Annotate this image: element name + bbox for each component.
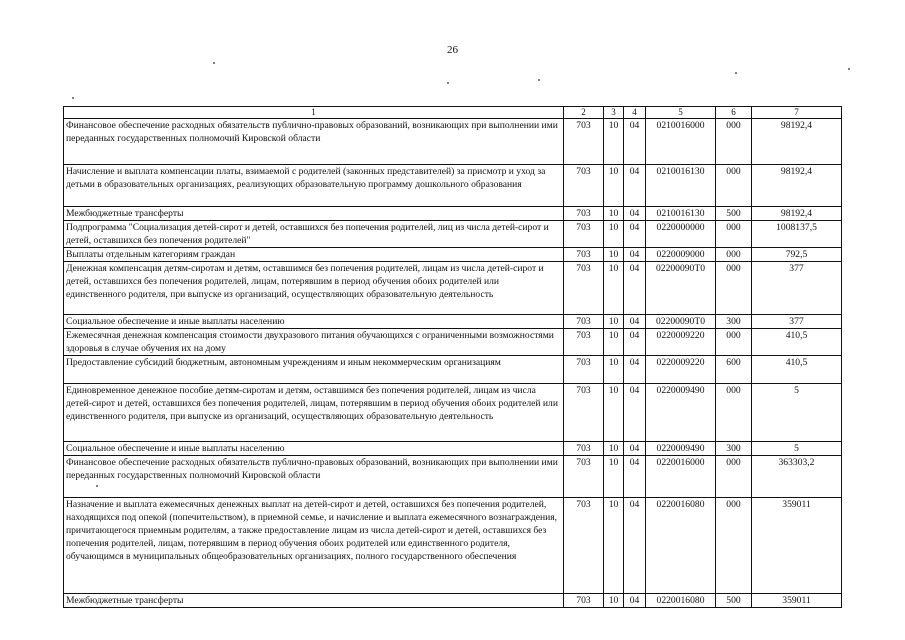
row-amount: 1008137,5 <box>752 221 842 248</box>
row-subsection: 04 <box>624 221 646 248</box>
row-subsection: 04 <box>624 594 646 608</box>
scan-speck <box>735 72 737 74</box>
row-subsection: 04 <box>624 329 646 356</box>
scan-speck <box>538 79 540 81</box>
row-expense-type: 000 <box>716 456 752 498</box>
row-grbs: 703 <box>564 456 604 498</box>
row-name: Выплаты отдельным категориям граждан <box>64 248 564 262</box>
budget-table <box>63 106 842 608</box>
header-cell-5: 5 <box>646 107 716 119</box>
row-expense-type: 500 <box>716 594 752 608</box>
row-subsection: 04 <box>624 262 646 315</box>
row-section: 10 <box>604 384 624 442</box>
scan-speck <box>96 485 98 487</box>
row-name: Межбюджетные трансферты <box>64 207 564 221</box>
row-name: Социальное обеспечение и иные выплаты населению <box>64 442 564 456</box>
row-grbs: 703 <box>564 594 604 608</box>
row-expense-type: 000 <box>716 119 752 165</box>
row-section: 10 <box>604 442 624 456</box>
row-section: 10 <box>604 456 624 498</box>
table-row <box>64 384 842 442</box>
row-amount: 792,5 <box>752 248 842 262</box>
row-name: Назначение и выплата ежемесячных денежных выплат на детей-сирот и детей, оставшихся без попечения родителей, находящихся под опекой (попечительством), в приемной семье, и начисление и выплата ежемесячного вознаграждения, причитающегося приемным родителям, а также предоставление лицам из числа детей-сирот и детей, оставшихся без попечения родителей, лицам, потерявшим в период обучения обоих родителей или единственного родителя, обучающимся в муниципальных общеобразовательных организациях, полного государственного обеспечения <box>64 498 564 594</box>
row-subsection: 04 <box>624 498 646 594</box>
row-amount: 410,5 <box>752 356 842 384</box>
row-target-article: 0220009220 <box>646 329 716 356</box>
row-name: Предоставление субсидий бюджетным, автономным учреждениям и иным некоммерческим организациям <box>64 356 564 384</box>
table-row <box>64 248 842 262</box>
row-target-article: 0220000000 <box>646 221 716 248</box>
page-number: 26 <box>447 44 458 56</box>
row-subsection: 04 <box>624 456 646 498</box>
row-section: 10 <box>604 329 624 356</box>
row-amount: 359011 <box>752 498 842 594</box>
row-target-article: 0220009490 <box>646 442 716 456</box>
row-expense-type: 000 <box>716 329 752 356</box>
table-row <box>64 498 842 594</box>
row-section: 10 <box>604 248 624 262</box>
table-row <box>64 442 842 456</box>
row-expense-type: 600 <box>716 356 752 384</box>
row-grbs: 703 <box>564 329 604 356</box>
row-name: Финансовое обеспечение расходных обязательств публично-правовых образований, возникающих при выполнении ими переданных государственных полномочий Кировской области <box>64 456 564 498</box>
row-target-article: 0220009000 <box>646 248 716 262</box>
row-target-article: 02200090Т0 <box>646 315 716 329</box>
row-target-article: 0220009220 <box>646 356 716 384</box>
table-row <box>64 329 842 356</box>
row-subsection: 04 <box>624 315 646 329</box>
scan-speck <box>72 97 74 99</box>
row-grbs: 703 <box>564 356 604 384</box>
row-name: Денежная компенсация детям-сиротам и детям, оставшимся без попечения родителей, лицам из числа детей-сирот и детей, оставшихся без попечения родителей, лицам, потерявшим в период обучения обоих родителей или единственного родителя, при выпуске из организаций, осуществляющих образовательную деятельность <box>64 262 564 315</box>
row-amount: 377 <box>752 262 842 315</box>
row-target-article: 02200090Т0 <box>646 262 716 315</box>
row-amount: 98192,4 <box>752 165 842 207</box>
row-grbs: 703 <box>564 221 604 248</box>
row-amount: 5 <box>752 384 842 442</box>
row-section: 10 <box>604 498 624 594</box>
row-section: 10 <box>604 262 624 315</box>
table-row <box>64 356 842 384</box>
row-section: 10 <box>604 207 624 221</box>
row-expense-type: 000 <box>716 165 752 207</box>
row-target-article: 0220016000 <box>646 456 716 498</box>
row-section: 10 <box>604 315 624 329</box>
table-row <box>64 262 842 315</box>
row-expense-type: 500 <box>716 207 752 221</box>
row-expense-type: 000 <box>716 498 752 594</box>
header-cell-6: 6 <box>716 107 752 119</box>
header-cell-3: 3 <box>604 107 624 119</box>
table-row <box>64 221 842 248</box>
row-grbs: 703 <box>564 498 604 594</box>
row-grbs: 703 <box>564 262 604 315</box>
row-subsection: 04 <box>624 356 646 384</box>
row-expense-type: 000 <box>716 384 752 442</box>
row-subsection: 04 <box>624 442 646 456</box>
header-row <box>64 107 842 119</box>
row-subsection: 04 <box>624 384 646 442</box>
header-cell-7: 7 <box>752 107 842 119</box>
row-amount: 98192,4 <box>752 119 842 165</box>
row-grbs: 703 <box>564 315 604 329</box>
row-section: 10 <box>604 119 624 165</box>
header-cell-4: 4 <box>624 107 646 119</box>
row-subsection: 04 <box>624 248 646 262</box>
row-subsection: 04 <box>624 165 646 207</box>
row-grbs: 703 <box>564 165 604 207</box>
row-name: Подпрограмма "Социализация детей-сирот и детей, оставшихся без попечения родителей, лиц из числа детей-сирот и детей, оставшихся без попечения родителей" <box>64 221 564 248</box>
row-grbs: 703 <box>564 384 604 442</box>
row-amount: 359011 <box>752 594 842 608</box>
row-subsection: 04 <box>624 119 646 165</box>
row-target-article: 0210016000 <box>646 119 716 165</box>
row-expense-type: 000 <box>716 221 752 248</box>
row-section: 10 <box>604 356 624 384</box>
row-amount: 377 <box>752 315 842 329</box>
row-target-article: 0210016130 <box>646 207 716 221</box>
row-name: Межбюджетные трансферты <box>64 594 564 608</box>
row-target-article: 0210016130 <box>646 165 716 207</box>
row-target-article: 0220009490 <box>646 384 716 442</box>
table-row <box>64 594 842 608</box>
header-cell-2: 2 <box>564 107 604 119</box>
row-grbs: 703 <box>564 119 604 165</box>
row-amount: 98192,4 <box>752 207 842 221</box>
row-amount: 363303,2 <box>752 456 842 498</box>
row-expense-type: 300 <box>716 315 752 329</box>
header-cell-1: 1 <box>64 107 564 119</box>
row-section: 10 <box>604 165 624 207</box>
table-row <box>64 456 842 498</box>
row-grbs: 703 <box>564 207 604 221</box>
row-name: Единовременное денежное пособие детям-сиротам и детям, оставшимся без попечения родителей, лицам из числа детей-сирот и детей, оставшихся без попечения родителей, лицам, потерявшим в период обучения обоих родителей или единственного родителя, при выпуске из организаций, осуществляющих образовательную деятельность <box>64 384 564 442</box>
row-name: Социальное обеспечение и иные выплаты населению <box>64 315 564 329</box>
row-name: Финансовое обеспечение расходных обязательств публично-правовых образований, возникающих при выполнении ими переданных государственных полномочий Кировской области <box>64 119 564 165</box>
row-name: Начисление и выплата компенсации платы, взимаемой с родителей (законных представителей) за присмотр и уход за детьми в образовательных организациях, реализующих образовательную программу дошкольного образования <box>64 165 564 207</box>
table-row <box>64 315 842 329</box>
row-amount: 410,5 <box>752 329 842 356</box>
row-name: Ежемесячная денежная компенсация стоимости двухразового питания обучающихся с ограниченными возможностями здоровья в случае обучения их на дому <box>64 329 564 356</box>
row-amount: 5 <box>752 442 842 456</box>
row-grbs: 703 <box>564 248 604 262</box>
row-expense-type: 300 <box>716 442 752 456</box>
row-section: 10 <box>604 221 624 248</box>
row-grbs: 703 <box>564 442 604 456</box>
row-target-article: 0220016080 <box>646 498 716 594</box>
table-row <box>64 119 842 165</box>
scan-speck <box>213 62 215 64</box>
row-target-article: 0220016080 <box>646 594 716 608</box>
scan-speck <box>447 82 449 84</box>
row-subsection: 04 <box>624 207 646 221</box>
row-section: 10 <box>604 594 624 608</box>
row-expense-type: 000 <box>716 248 752 262</box>
row-expense-type: 000 <box>716 262 752 315</box>
table-row <box>64 207 842 221</box>
table-row <box>64 165 842 207</box>
scan-speck <box>848 68 850 70</box>
